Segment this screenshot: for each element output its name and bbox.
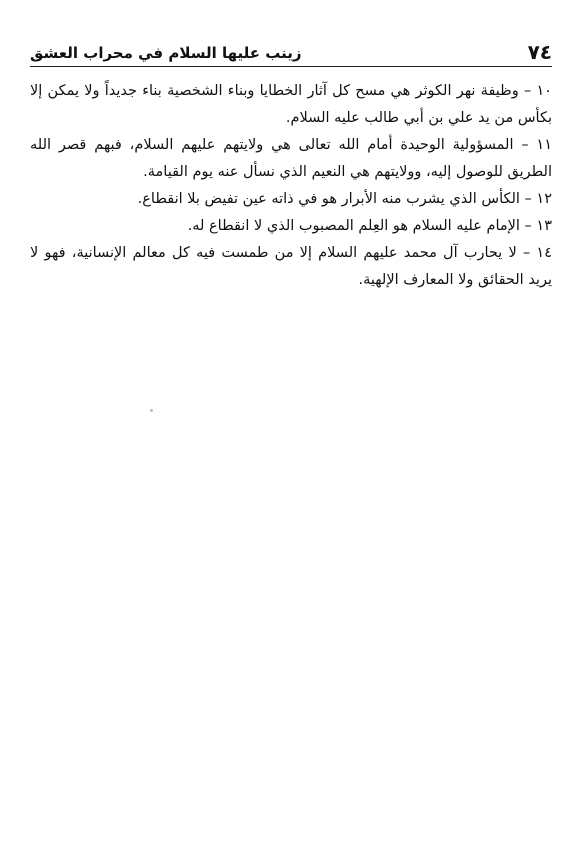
item-text: المسؤولية الوحيدة أمام الله تعالى هي ولايتهم عليهم السلام، فبهم قصر الله الطريق للوصول إليه، وولايتهم هي النعيم الذي نسأل عنه يوم القيامة.: [30, 137, 552, 180]
list-item: [30, 78, 552, 132]
item-dash: –: [513, 137, 529, 153]
list-item: [30, 240, 552, 294]
item-number: ١٠: [536, 83, 553, 99]
item-text: وظيفة نهر الكوثر هي مسح كل آثار الخطايا وبناء الشخصية بناء جديداً ولا يمكن إلا بكأس من يد علي بن أبي طالب عليه السلام.: [30, 83, 552, 126]
header-divider: [30, 66, 552, 67]
numbered-list: [30, 78, 552, 294]
list-item: [30, 213, 552, 240]
item-text: لا يحارب آل محمد عليهم السلام إلا من طمست فيه كل معالم الإنسانية، فهو لا يريد الحقائق ولا المعارف الإلهية.: [30, 245, 552, 288]
item-dash: –: [519, 218, 532, 234]
item-dash: –: [518, 83, 532, 99]
item-number: ١٣: [536, 218, 552, 234]
item-text: الكأس الذي يشرب منه الأبرار هو في ذاته عين تفيض بلا انقطاع.: [137, 191, 520, 207]
page-header: [30, 38, 552, 64]
print-speck: [150, 409, 153, 412]
item-dash: –: [519, 191, 532, 207]
item-text: الإمام عليه السلام هو العِلم المصبوب الذي لا انقطاع له.: [187, 218, 520, 234]
running-title: زينب عليها السلام في محراب العشق: [30, 44, 302, 62]
item-number: ١١: [536, 137, 552, 153]
page-number: ٧٤: [527, 40, 552, 64]
item-dash: –: [516, 245, 531, 261]
item-number: ١٢: [536, 191, 552, 207]
list-item: [30, 186, 552, 213]
item-number: ١٤: [536, 245, 552, 261]
list-item: [30, 132, 552, 186]
